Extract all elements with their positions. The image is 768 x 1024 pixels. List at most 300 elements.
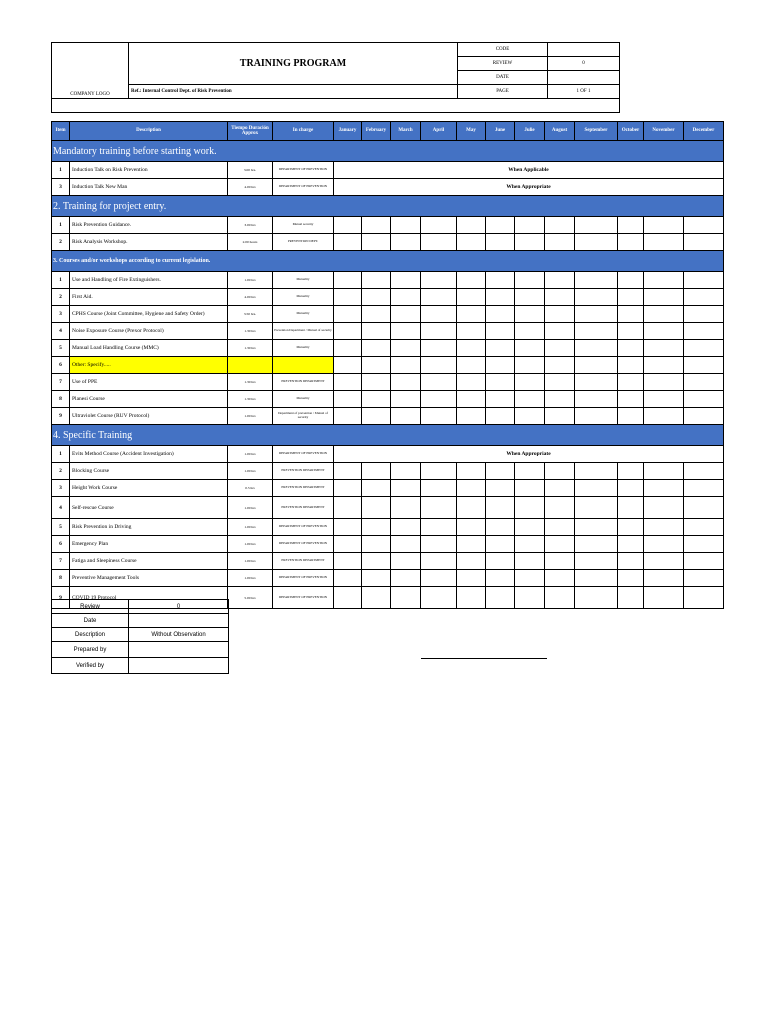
month-cell — [362, 536, 391, 553]
col-month: June — [486, 122, 515, 141]
in-charge-cell: Mutuality — [273, 306, 334, 323]
month-cell — [575, 323, 618, 340]
description-cell: Height Work Course — [70, 480, 228, 497]
table-row — [52, 306, 724, 323]
month-cell — [334, 234, 362, 251]
col-month: January — [334, 122, 362, 141]
month-cell — [486, 323, 515, 340]
company-logo: COMPANY LOGO — [52, 43, 129, 99]
month-cell — [684, 391, 724, 408]
col-month: March — [391, 122, 421, 141]
table-row — [52, 217, 724, 234]
month-cell — [457, 553, 486, 570]
item-number: 5 — [52, 340, 70, 357]
month-cell — [457, 497, 486, 519]
month-cell — [334, 536, 362, 553]
month-cell — [486, 497, 515, 519]
month-cell — [545, 323, 575, 340]
table-row — [52, 480, 724, 497]
description-cell: First Aid. — [70, 289, 228, 306]
schedule-note: When Appropriate — [334, 179, 724, 196]
date-label: DATE — [458, 71, 548, 85]
month-cell — [391, 323, 421, 340]
duration-cell: 2.00 hours — [228, 234, 273, 251]
review-row-value — [129, 658, 229, 674]
item-number: 1 — [52, 217, 70, 234]
month-cell — [391, 587, 421, 609]
table-row — [52, 234, 724, 251]
month-cell — [545, 217, 575, 234]
table-row — [52, 162, 724, 179]
in-charge-cell: DEPARTMENT OF PREVENTION — [273, 162, 334, 179]
month-cell — [391, 408, 421, 425]
month-cell — [362, 553, 391, 570]
month-cell — [457, 357, 486, 374]
month-cell — [684, 497, 724, 519]
month-cell — [362, 289, 391, 306]
month-cell — [684, 519, 724, 536]
table-row — [52, 179, 724, 196]
col-month: October — [618, 122, 644, 141]
item-number: 2 — [52, 234, 70, 251]
month-cell — [486, 357, 515, 374]
month-cell — [421, 289, 457, 306]
review-row-label: Verified by — [52, 658, 129, 674]
month-cell — [644, 536, 684, 553]
item-number: 8 — [52, 570, 70, 587]
duration-cell: 3.00 hrs. — [228, 162, 273, 179]
item-number: 3 — [52, 179, 70, 196]
code-label: CODE — [458, 43, 548, 57]
in-charge-cell: DEPARTMENT OF PREVENTION — [273, 570, 334, 587]
duration-cell: 1.00 hrs — [228, 463, 273, 480]
month-cell — [391, 391, 421, 408]
month-cell — [334, 340, 362, 357]
table-row — [52, 374, 724, 391]
month-cell — [421, 570, 457, 587]
month-cell — [644, 289, 684, 306]
month-cell — [362, 234, 391, 251]
review-row-value — [129, 614, 229, 628]
month-cell — [486, 217, 515, 234]
month-cell — [421, 272, 457, 289]
month-cell — [457, 374, 486, 391]
month-cell — [515, 536, 545, 553]
month-cell — [515, 323, 545, 340]
document-header — [51, 42, 620, 113]
duration-cell: 4.00 hrs — [228, 289, 273, 306]
month-cell — [486, 374, 515, 391]
month-cell — [334, 323, 362, 340]
month-cell — [391, 272, 421, 289]
month-cell — [515, 272, 545, 289]
month-cell — [618, 408, 644, 425]
duration-cell: 3.50 hrs. — [228, 306, 273, 323]
month-cell — [545, 408, 575, 425]
month-cell — [457, 463, 486, 480]
month-cell — [421, 357, 457, 374]
month-cell — [486, 408, 515, 425]
month-cell — [362, 340, 391, 357]
month-cell — [421, 323, 457, 340]
month-cell — [391, 463, 421, 480]
col-month: November — [644, 122, 684, 141]
month-cell — [457, 234, 486, 251]
col-month: April — [421, 122, 457, 141]
header-blank-row — [52, 99, 620, 113]
month-cell — [618, 234, 644, 251]
month-cell — [545, 289, 575, 306]
month-cell — [618, 323, 644, 340]
month-cell — [644, 306, 684, 323]
month-cell — [684, 570, 724, 587]
month-cell — [575, 519, 618, 536]
month-cell — [421, 391, 457, 408]
month-cell — [486, 570, 515, 587]
month-cell — [486, 306, 515, 323]
month-cell — [515, 408, 545, 425]
month-cell — [515, 340, 545, 357]
reference-text: Ref.: Internal Control Dept. of Risk Prevention — [129, 85, 458, 99]
item-number: 3 — [52, 306, 70, 323]
month-cell — [391, 374, 421, 391]
schedule-note: When Applicable — [334, 162, 724, 179]
month-cell — [545, 463, 575, 480]
month-cell — [684, 408, 724, 425]
col-month: December — [684, 122, 724, 141]
review-row-label: Prepared by — [52, 642, 129, 658]
month-cell — [644, 374, 684, 391]
col-description: Description — [70, 122, 228, 141]
table-row — [52, 497, 724, 519]
month-cell — [457, 519, 486, 536]
month-cell — [684, 272, 724, 289]
month-cell — [644, 570, 684, 587]
duration-cell: 1.30 hrs — [228, 340, 273, 357]
month-cell — [618, 357, 644, 374]
in-charge-cell — [273, 357, 334, 374]
month-cell — [362, 391, 391, 408]
month-cell — [362, 519, 391, 536]
month-cell — [644, 272, 684, 289]
month-cell — [334, 289, 362, 306]
month-cell — [486, 536, 515, 553]
col-month: February — [362, 122, 391, 141]
table-row — [52, 408, 724, 425]
month-cell — [545, 480, 575, 497]
month-cell — [362, 463, 391, 480]
col-item: Item — [52, 122, 70, 141]
month-cell — [334, 374, 362, 391]
table-row — [52, 553, 724, 570]
duration-cell: 1.30 hrs — [228, 391, 273, 408]
month-cell — [644, 391, 684, 408]
description-cell: Evits Method Course (Accident Investigation) — [70, 446, 228, 463]
month-cell — [515, 234, 545, 251]
month-cell — [391, 536, 421, 553]
in-charge-cell: PREVENTION DEPARTMENT — [273, 374, 334, 391]
col-month: Julie — [515, 122, 545, 141]
month-cell — [684, 306, 724, 323]
month-cell — [575, 234, 618, 251]
item-number: 2 — [52, 463, 70, 480]
month-cell — [684, 480, 724, 497]
section-title: Mandatory training before starting work. — [53, 145, 217, 157]
month-cell — [334, 217, 362, 234]
month-cell — [391, 570, 421, 587]
section-header — [52, 196, 724, 217]
col-month: September — [575, 122, 618, 141]
in-charge-cell: Mutuality — [273, 391, 334, 408]
month-cell — [575, 391, 618, 408]
month-cell — [644, 519, 684, 536]
month-cell — [644, 497, 684, 519]
month-cell — [644, 234, 684, 251]
duration-cell: 1.00 hrs — [228, 536, 273, 553]
month-cell — [545, 272, 575, 289]
signature-line — [421, 658, 547, 659]
month-cell — [684, 374, 724, 391]
col-duration: Tiempo Duración Approx — [228, 122, 273, 141]
col-in-charge: In charge — [273, 122, 334, 141]
item-number: 9 — [52, 408, 70, 425]
month-cell — [391, 519, 421, 536]
month-cell — [575, 306, 618, 323]
in-charge-cell: DEPARTMENT OF PREVENTION — [273, 519, 334, 536]
month-cell — [618, 570, 644, 587]
description-cell: Use of PPE — [70, 374, 228, 391]
month-cell — [575, 553, 618, 570]
table-row — [52, 272, 724, 289]
month-cell — [457, 408, 486, 425]
month-cell — [545, 391, 575, 408]
month-cell — [684, 463, 724, 480]
month-cell — [334, 519, 362, 536]
month-cell — [618, 553, 644, 570]
month-cell — [545, 570, 575, 587]
in-charge-cell: Mutuality — [273, 340, 334, 357]
duration-cell: 1.30 hrs — [228, 323, 273, 340]
month-cell — [391, 497, 421, 519]
table-row — [52, 357, 724, 374]
month-cell — [457, 272, 486, 289]
item-number: 2 — [52, 289, 70, 306]
month-cell — [618, 217, 644, 234]
description-cell: Planesi Course — [70, 391, 228, 408]
month-cell — [334, 391, 362, 408]
month-cell — [515, 289, 545, 306]
month-cell — [515, 519, 545, 536]
description-cell: Blocking Course — [70, 463, 228, 480]
month-cell — [618, 587, 644, 609]
month-cell — [391, 553, 421, 570]
month-cell — [618, 480, 644, 497]
month-cell — [618, 340, 644, 357]
month-cell — [644, 587, 684, 609]
section-header — [52, 251, 724, 272]
section-title: 4. Specific Training — [53, 429, 133, 441]
duration-cell: 0.5 hrs — [228, 480, 273, 497]
month-cell — [486, 480, 515, 497]
month-cell — [362, 497, 391, 519]
review-table — [51, 599, 229, 674]
description-cell: Induction Talk New Man — [70, 179, 228, 196]
month-cell — [684, 553, 724, 570]
month-cell — [362, 272, 391, 289]
table-row — [52, 391, 724, 408]
month-cell — [618, 289, 644, 306]
table-row — [52, 323, 724, 340]
month-cell — [391, 306, 421, 323]
month-cell — [575, 497, 618, 519]
duration-cell: 1.00 hrs — [228, 519, 273, 536]
description-cell: Risk Prevention Guidance. — [70, 217, 228, 234]
duration-cell: 1.00 hrs — [228, 408, 273, 425]
table-row — [52, 340, 724, 357]
code-value — [548, 43, 620, 57]
in-charge-cell: PREVENTION DEPARTMENT — [273, 497, 334, 519]
month-cell — [515, 463, 545, 480]
month-cell — [486, 289, 515, 306]
month-cell — [545, 587, 575, 609]
month-cell — [684, 289, 724, 306]
month-cell — [575, 587, 618, 609]
in-charge-cell: PREVENTION DEPARTMENT — [273, 553, 334, 570]
month-cell — [391, 340, 421, 357]
page-label: PAGE — [458, 85, 548, 99]
month-cell — [575, 217, 618, 234]
item-number: 5 — [52, 519, 70, 536]
month-cell — [334, 480, 362, 497]
duration-cell: 5.00 hrs — [228, 587, 273, 609]
month-cell — [334, 463, 362, 480]
month-cell — [421, 553, 457, 570]
month-cell — [457, 570, 486, 587]
description-cell: Induction Talk on Risk Prevention — [70, 162, 228, 179]
section-title: 2. Training for project entry. — [53, 200, 167, 212]
month-cell — [684, 587, 724, 609]
review-value: 0 — [548, 57, 620, 71]
month-cell — [515, 570, 545, 587]
description-cell: Fatiga and Sleepiness Course — [70, 553, 228, 570]
description-cell: Other: Specify..... — [70, 357, 228, 374]
in-charge-cell: DEPARTMENT OF PREVENTION — [273, 536, 334, 553]
month-cell — [575, 289, 618, 306]
table-row — [52, 463, 724, 480]
month-cell — [545, 553, 575, 570]
description-cell: Self-rescue Course — [70, 497, 228, 519]
month-cell — [391, 234, 421, 251]
month-cell — [334, 587, 362, 609]
month-cell — [421, 519, 457, 536]
date-value — [548, 71, 620, 85]
month-cell — [457, 306, 486, 323]
month-cell — [575, 570, 618, 587]
month-cell — [457, 480, 486, 497]
month-cell — [457, 391, 486, 408]
table-row — [52, 519, 724, 536]
table-row — [52, 570, 724, 587]
month-cell — [545, 306, 575, 323]
month-cell — [515, 217, 545, 234]
page-value: 1 OF 1 — [548, 85, 620, 99]
month-cell — [391, 357, 421, 374]
month-cell — [362, 570, 391, 587]
month-cell — [421, 340, 457, 357]
month-cell — [486, 340, 515, 357]
month-cell — [618, 536, 644, 553]
section-header — [52, 141, 724, 162]
month-cell — [362, 217, 391, 234]
description-cell: Manual Load Handling Course (MMC) — [70, 340, 228, 357]
review-row-value: Without Observation — [129, 628, 229, 642]
month-cell — [334, 357, 362, 374]
month-cell — [421, 587, 457, 609]
month-cell — [515, 587, 545, 609]
month-cell — [644, 323, 684, 340]
review-label: REVIEW — [458, 57, 548, 71]
month-cell — [457, 217, 486, 234]
duration-cell: 1.00 hrs — [228, 446, 273, 463]
month-cell — [618, 391, 644, 408]
duration-cell: 1.00 hrs — [228, 553, 273, 570]
month-cell — [515, 374, 545, 391]
item-number: 7 — [52, 553, 70, 570]
month-cell — [457, 340, 486, 357]
in-charge-cell: DEPARTMENT OF PREVENTION — [273, 179, 334, 196]
in-charge-cell: Department of prevention / Mutual of security — [273, 408, 334, 425]
month-cell — [421, 217, 457, 234]
month-cell — [515, 480, 545, 497]
duration-cell: 4.00 hrs — [228, 179, 273, 196]
month-cell — [684, 323, 724, 340]
item-number: 9 — [52, 587, 70, 609]
month-cell — [575, 463, 618, 480]
month-cell — [486, 553, 515, 570]
description-cell: Ultraviolet Course (RUV Protocol) — [70, 408, 228, 425]
description-cell: Emergency Plan — [70, 536, 228, 553]
month-cell — [334, 306, 362, 323]
in-charge-cell: Mutual security — [273, 217, 334, 234]
month-cell — [644, 463, 684, 480]
month-cell — [644, 408, 684, 425]
month-cell — [545, 536, 575, 553]
month-cell — [362, 374, 391, 391]
in-charge-cell: DEPARTMENT OF PREVENTION — [273, 446, 334, 463]
month-cell — [515, 306, 545, 323]
month-cell — [545, 340, 575, 357]
in-charge-cell: Prevention Department / Mutual of security — [273, 323, 334, 340]
month-cell — [515, 553, 545, 570]
description-cell: Preventive Management Tools — [70, 570, 228, 587]
item-number: 1 — [52, 162, 70, 179]
month-cell — [334, 553, 362, 570]
month-cell — [457, 587, 486, 609]
month-cell — [545, 374, 575, 391]
item-number: 3 — [52, 480, 70, 497]
duration-cell: 1.30 hrs — [228, 374, 273, 391]
month-cell — [421, 536, 457, 553]
duration-cell: 1.00 hrs — [228, 272, 273, 289]
month-cell — [362, 306, 391, 323]
month-cell — [486, 519, 515, 536]
item-number: 1 — [52, 446, 70, 463]
in-charge-cell: Mutuality — [273, 272, 334, 289]
table-row — [52, 289, 724, 306]
month-cell — [575, 536, 618, 553]
in-charge-cell: Mutuality — [273, 289, 334, 306]
month-cell — [457, 323, 486, 340]
